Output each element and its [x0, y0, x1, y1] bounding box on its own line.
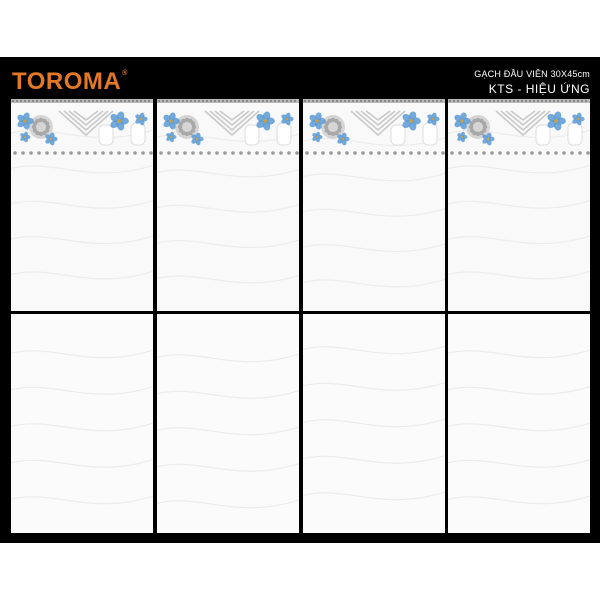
product-code: KTS - HIỆU ỨNG — [488, 82, 590, 96]
marble-vein-pattern — [11, 314, 153, 533]
registered-mark: ® — [122, 70, 128, 77]
plain-tile-1 — [11, 314, 153, 533]
tile-grid — [11, 99, 590, 533]
plain-tile-2 — [157, 314, 299, 533]
floral-border — [11, 99, 153, 159]
border-tile-1 — [11, 99, 153, 311]
border-tile-3 — [303, 99, 445, 311]
brand-name: TOROMA — [12, 68, 122, 95]
product-title: GẠCH ĐẦU VIÊN 30X45cm — [474, 69, 590, 79]
floral-border — [448, 99, 590, 159]
flower-icon — [19, 131, 30, 143]
marble-vein-pattern — [448, 314, 590, 533]
plain-tile-3 — [303, 314, 445, 533]
plain-tile-4 — [448, 314, 590, 533]
brand-logo — [12, 68, 128, 96]
border-tile-4 — [448, 99, 590, 311]
flower-icon — [311, 131, 322, 143]
flower-icon — [165, 131, 176, 143]
floral-border — [303, 99, 445, 159]
floral-border — [157, 99, 299, 159]
flower-icon — [456, 131, 467, 143]
marble-vein-pattern — [157, 314, 299, 533]
border-tile-2 — [157, 99, 299, 311]
marble-vein-pattern — [303, 314, 445, 533]
